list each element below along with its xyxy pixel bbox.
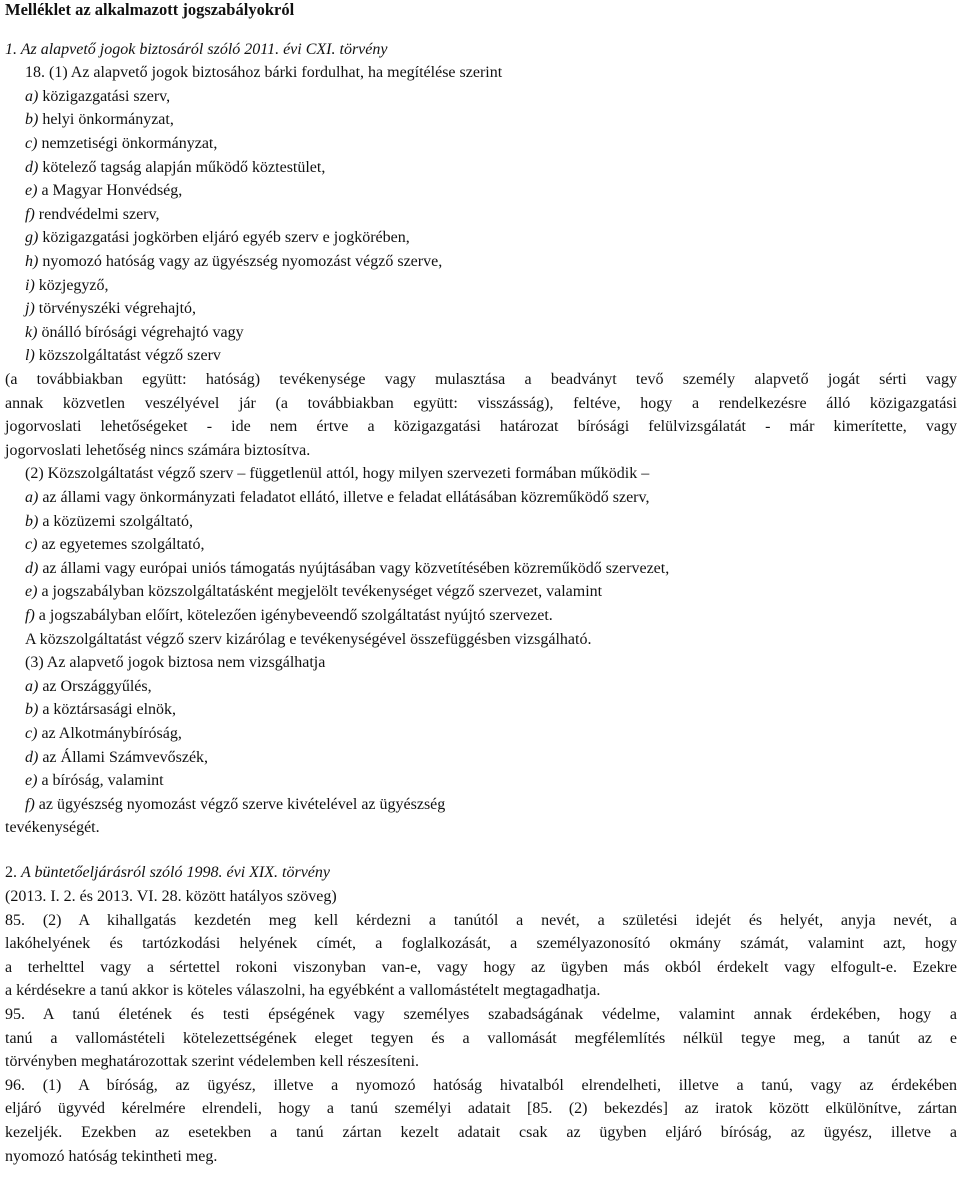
list-item-text: nyomozó hatóság vagy az ügyészség nyomozást végző szerve, [38, 253, 443, 271]
list-item-text: az állami vagy európai uniós támogatás nyújtásában vagy közvetítésében közreműködő szervezet, [38, 559, 670, 577]
paragraph-line: tanú a vallomástételi kötelezettségének eleget tegyen és a vallomását megfélemlítés nélkül tegye meg, a tanút az e [5, 1029, 957, 1047]
list-item-label: f) [25, 607, 35, 625]
list-item [5, 276, 957, 298]
list-item [5, 158, 957, 180]
list-item-text: törvényszéki végrehajtó, [34, 300, 197, 318]
paragraph-line: annak közvetlen veszélyével jár (a továbbiakban együtt: visszásság), feltéve, hogy a rendelkezésre álló közigazgatási [5, 394, 957, 412]
list-item-text: az egyetemes szolgáltató, [37, 536, 205, 554]
list-item-label: c) [25, 536, 38, 554]
section-number: 2. [5, 864, 21, 882]
list-item-label: e) [25, 583, 38, 601]
list-item-label: b) [25, 512, 39, 530]
list-item [5, 323, 957, 345]
paragraph-line: A közszolgáltatást végző szerv kizárólag e tevékenységével összefüggésben vizsgálható. [25, 630, 592, 648]
list-item-text: az ügyészség nyomozást végző szerve kivételével az ügyészség [34, 795, 446, 813]
list-item [5, 181, 957, 203]
section-heading: 1. Az alapvető jogok biztosáról szóló 2011. évi CXI. törvény [5, 40, 388, 58]
list-item [5, 512, 957, 534]
list-item [5, 795, 957, 817]
list-item-label: d) [25, 559, 39, 577]
list-item [5, 535, 957, 557]
list-item-text: a jogszabályban előírt, kötelezően igénybeveendő szolgáltatást nyújtó szervezet. [34, 607, 553, 625]
list-item-text: kötelező tagság alapján működő köztestület, [38, 158, 326, 176]
section-heading [5, 863, 957, 885]
list-item-label: l) [25, 347, 35, 365]
list-item-text: közigazgatási jogkörben eljáró egyéb szerv e jogkörében, [38, 229, 410, 247]
list-item-label: a) [25, 489, 39, 507]
paragraph-line: jogorvoslati lehetőség nincs számára biztosítva. [5, 441, 311, 459]
list-item-text: közjegyző, [34, 276, 109, 294]
list-item-label: h) [25, 253, 39, 271]
list-item [5, 110, 957, 132]
list-item-text: rendvédelmi szerv, [34, 205, 160, 223]
list-item [5, 582, 957, 604]
list-item-label: d) [25, 748, 39, 766]
paragraph-lead: (2) Közszolgáltatást végző szerv – függetlenül attól, hogy milyen szervezeti formában működik – [25, 465, 650, 483]
list-item-text: az Állami Számvevőszék, [38, 748, 209, 766]
list-item-label: a) [25, 677, 39, 695]
list-item-text: a bíróság, valamint [37, 772, 164, 790]
paragraph-line: a terhelttel vagy a sértettel rokoni viszonyban van-e, vagy hogy az ügyben más okból érdekelt vagy elfogult-e. Ezekre [5, 958, 957, 976]
list-item-text: közszolgáltatást végző szerv [34, 347, 221, 365]
list-item-label: f) [25, 205, 35, 223]
list-item-label: e) [25, 182, 38, 200]
validity-note: (2013. I. 2. és 2013. VI. 28. között hatályos szöveg) [5, 887, 337, 905]
paragraph-line: a kérdésekre a tanú akkor is köteles válaszolni, ha egyébként a vallomástételt megtagadhatja. [5, 982, 601, 1000]
list-item-text: a jogszabályban közszolgáltatásként megjelölt tevékenységet végző szervezet, valamint [37, 583, 603, 601]
list-item [5, 724, 957, 746]
list-item [5, 205, 957, 227]
paragraph-line: jogorvoslati lehetőségeket - ide nem értve a közigazgatási határozat bírósági felülvizsgálatát - már kimerítette, vagy [5, 418, 957, 436]
list-item-label: f) [25, 795, 35, 813]
list-item-label: k) [25, 323, 38, 341]
section-title: A büntetőeljárásról szóló 1998. évi XIX. törvény [21, 864, 330, 882]
list-item [5, 771, 957, 793]
list-item [5, 677, 957, 699]
list-item-label: c) [25, 135, 38, 153]
list-item-label: g) [25, 229, 39, 247]
list-item-text: közigazgatási szerv, [38, 87, 171, 105]
list-item-label: c) [25, 725, 38, 743]
list-item [5, 606, 957, 628]
paragraph-lead: (3) Az alapvető jogok biztosa nem vizsgálhatja [25, 654, 326, 672]
list-item-text: önálló bírósági végrehajtó vagy [37, 323, 244, 341]
list-item [5, 134, 957, 156]
list-item [5, 559, 957, 581]
list-item [5, 700, 957, 722]
list-item-label: d) [25, 158, 39, 176]
list-item [5, 346, 957, 368]
list-item-text: helyi önkormányzat, [38, 111, 174, 129]
list-item-text: az Országgyűlés, [38, 677, 152, 695]
list-item-text: az Alkotmánybíróság, [37, 725, 182, 743]
list-item-text: a köztársasági elnök, [38, 701, 177, 719]
list-item [5, 87, 957, 109]
list-item [5, 748, 957, 770]
list-item-text: az állami vagy önkormányzati feladatot ellátó, illetve e feladat ellátásában közreműködő szerv, [38, 489, 650, 507]
list-item-text: nemzetiségi önkormányzat, [37, 135, 218, 153]
list-item [5, 252, 957, 274]
paragraph-line: (a továbbiakban együtt: hatóság) tevékenysége vagy mulasztása a beadványt tevő személy alapvető jogát sérti vagy [5, 371, 957, 389]
list-item-label: j) [25, 300, 35, 318]
list-item-text: a Magyar Honvédség, [37, 182, 183, 200]
paragraph-line: 95. A tanú életének és testi épségének vagy személyes szabadságának védelme, valamint annak érdekében, hogy a [5, 1005, 957, 1023]
paragraph-line: törvényben meghatározottak szerint védelemben kell részesíteni. [5, 1053, 420, 1071]
paragraph-line: kezeljék. Ezekben az esetekben a tanú zártan kezelt adatait csak az ügyben eljáró bíróság, az ügyész, illetve a [5, 1123, 957, 1141]
list-item-label: i) [25, 276, 35, 294]
list-item [5, 299, 957, 321]
paragraph-line: tevékenységét. [5, 819, 100, 837]
list-item-label: b) [25, 111, 39, 129]
paragraph-lead: 18. (1) Az alapvető jogok biztosához bárki fordulhat, ha megítélése szerint [25, 64, 503, 82]
paragraph-line: nyomozó hatóság tekintheti meg. [5, 1147, 218, 1165]
list-item-label: a) [25, 87, 39, 105]
paragraph-line: eljáró ügyvéd kérelmére elrendeli, hogy a tanú személyi adatait [85. (2) bekezdés] az iratok között elkülönítve, zártan [5, 1100, 957, 1118]
paragraph-line: 85. (2) A kihallgatás kezdetén meg kell kérdezni a tanútól a nevét, a születési idejét és helyét, anyja nevét, a [5, 911, 957, 929]
list-item-label: b) [25, 701, 39, 719]
paragraph-line: 96. (1) A bíróság, az ügyész, illetve a nyomozó hatóság hivatalból elrendelheti, illetve a tanú, vagy az érdekében [5, 1076, 957, 1094]
list-item [5, 488, 957, 510]
list-item [5, 228, 957, 250]
list-item-label: e) [25, 772, 38, 790]
list-item-text: a közüzemi szolgáltató, [38, 512, 193, 530]
paragraph-line: lakóhelyének és tartózkodási helyének címét, a foglalkozását, a személyazonosító okmány számát, valamint azt, hogy [5, 935, 957, 953]
document-title: Melléklet az alkalmazott jogszabályokról [5, 0, 295, 19]
